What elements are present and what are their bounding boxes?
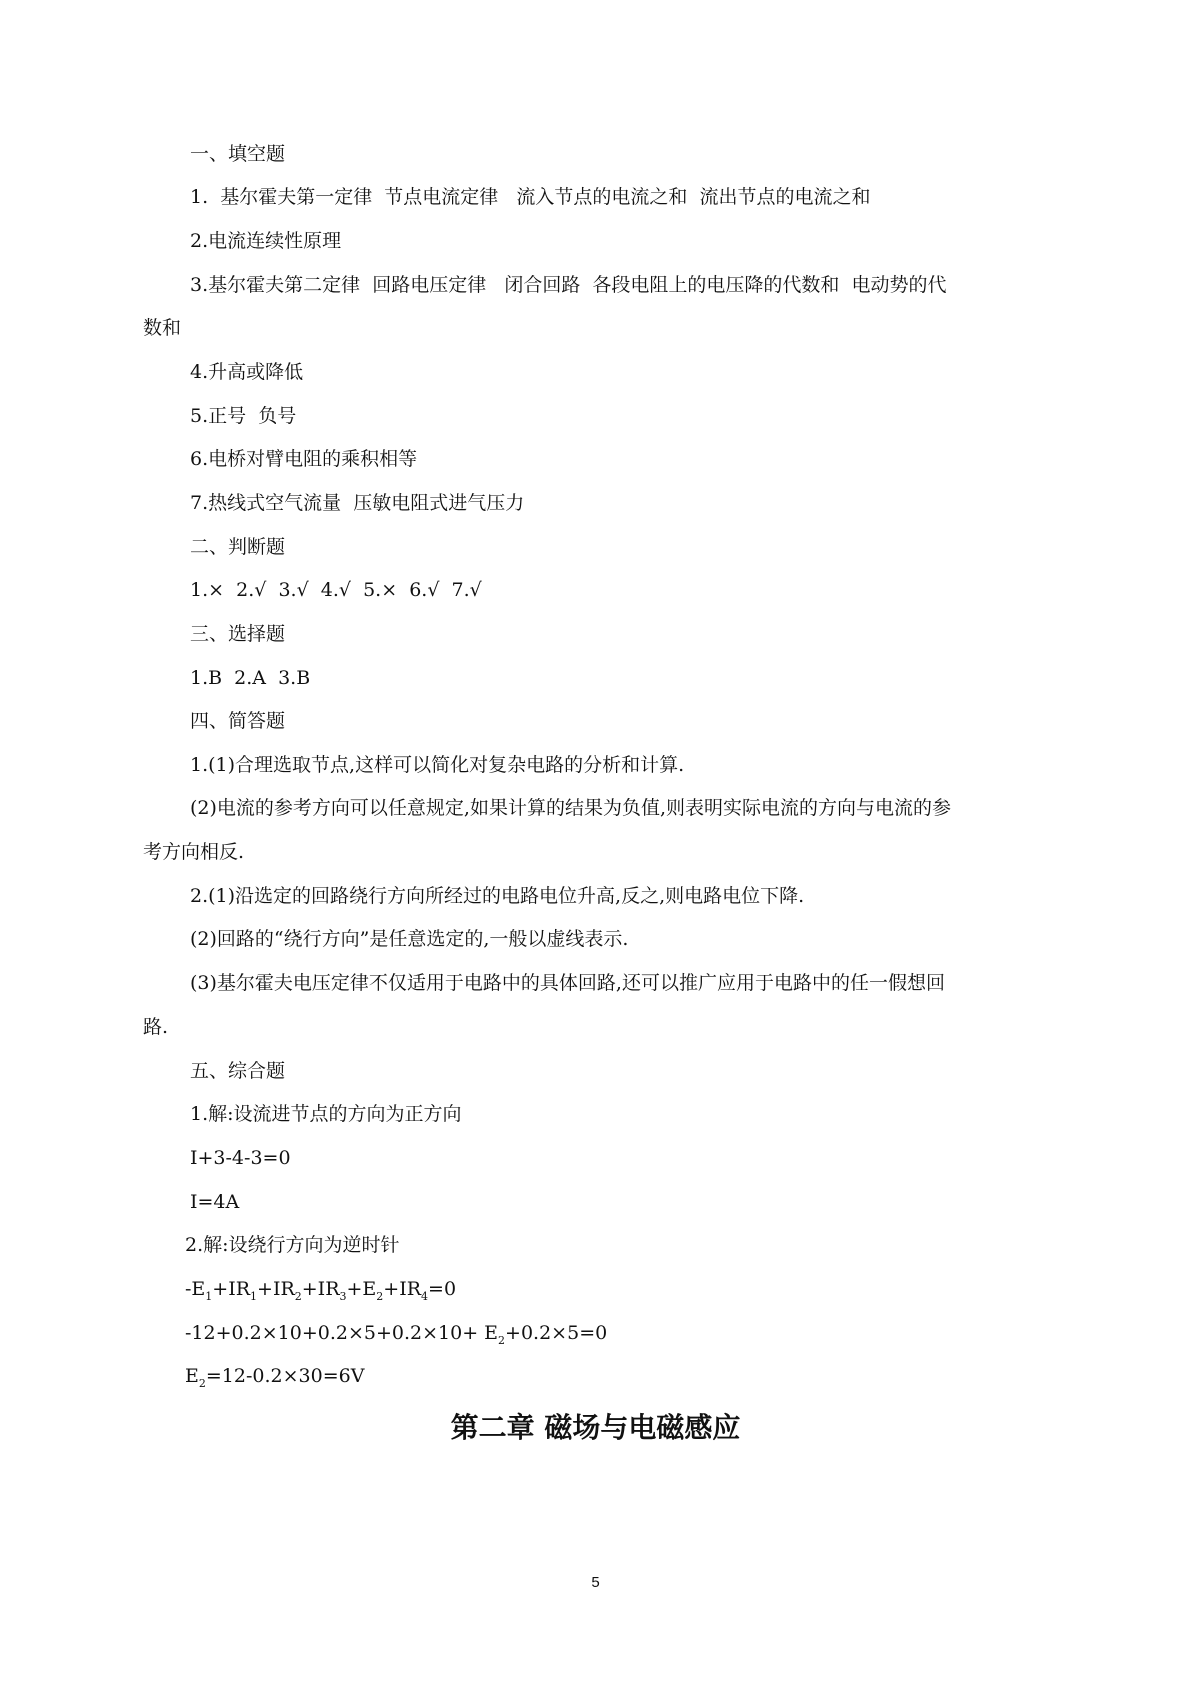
eq-subscript: 3 xyxy=(339,1289,347,1303)
eq-term: +IR xyxy=(212,1278,251,1300)
eq-term: -E xyxy=(185,1278,206,1300)
comprehensive-1-intro: 1.解:设流进节点的方向为正方向 xyxy=(190,1103,462,1125)
fill-answer-7: 7.热线式空气流量 压敏电阻式进气压力 xyxy=(190,492,525,514)
eq-term: -12+0.2×10+0.2×5+0.2×10+ E xyxy=(185,1322,499,1344)
fill-answer-6: 6.电桥对臂电阻的乘积相等 xyxy=(190,448,418,470)
eq-subscript: 1 xyxy=(250,1289,258,1303)
eq-term: =0 xyxy=(428,1278,457,1300)
choice-answers: 1.B 2.A 3.B xyxy=(190,667,311,689)
comprehensive-2-equation-1 xyxy=(0,1276,1191,1302)
fill-answer-3-line-2: 数和 xyxy=(143,317,182,339)
judge-answers: 1.× 2.√ 3.√ 4.√ 5.× 6.√ 7.√ xyxy=(190,579,482,601)
eq-term: +0.2×5=0 xyxy=(505,1322,608,1344)
fill-answer-2: 2.电流连续性原理 xyxy=(190,230,342,252)
section-heading-judge: 二、判断题 xyxy=(190,536,286,558)
section-heading-fill: 一、填空题 xyxy=(190,143,286,165)
eq-term: E xyxy=(185,1365,199,1387)
chapter-title: 第二章 磁场与电磁感应 xyxy=(450,1411,741,1444)
eq-term: +E xyxy=(346,1278,377,1300)
section-heading-short: 四、简答题 xyxy=(190,710,286,732)
comprehensive-2-equation-2 xyxy=(0,1320,1191,1346)
eq-term: +IR xyxy=(257,1278,295,1300)
section-heading-comprehensive: 五、综合题 xyxy=(190,1060,286,1082)
eq-subscript: 2 xyxy=(498,1333,506,1347)
short-answer-1-part-2-line-2: 考方向相反. xyxy=(143,841,245,863)
section-heading-choice: 三、选择题 xyxy=(190,623,286,645)
fill-answer-4: 4.升高或降低 xyxy=(190,361,304,383)
short-answer-2-part-2: (2)回路的“绕行方向”是任意选定的,一般以虚线表示. xyxy=(190,928,629,950)
eq-subscript: 2 xyxy=(294,1289,302,1303)
short-answer-2-part-1: 2.(1)沿选定的回路绕行方向所经过的电路电位升高,反之,则电路电位下降. xyxy=(190,885,805,907)
eq-subscript: 2 xyxy=(198,1376,206,1390)
short-answer-2-part-3-line-2: 路. xyxy=(143,1016,169,1038)
short-answer-2-part-3-line-1: (3)基尔霍夫电压定律不仅适用于电路中的具体回路,还可以推广应用于电路中的任一假想回 xyxy=(190,972,945,994)
short-answer-1-part-1: 1.(1)合理选取节点,这样可以简化对复杂电路的分析和计算. xyxy=(190,754,685,776)
comprehensive-1-equation-2: I=4A xyxy=(190,1191,240,1213)
comprehensive-2-equation-3 xyxy=(0,1363,1191,1389)
fill-answer-5: 5.正号 负号 xyxy=(190,405,297,427)
eq-term: +IR xyxy=(383,1278,422,1300)
fill-answer-1: 1. 基尔霍夫第一定律 节点电流定律 流入节点的电流之和 流出节点的电流之和 xyxy=(190,186,871,208)
comprehensive-2-intro: 2.解:设绕行方向为逆时针 xyxy=(185,1234,400,1256)
short-answer-1-part-2-line-1: (2)电流的参考方向可以任意规定,如果计算的结果为负值,则表明实际电流的方向与电流的参 xyxy=(190,797,951,819)
eq-term: +IR xyxy=(301,1278,340,1300)
comprehensive-1-equation-1: I+3-4-3=0 xyxy=(190,1147,291,1169)
eq-term: =12-0.2×30=6V xyxy=(205,1365,365,1387)
eq-subscript: 2 xyxy=(376,1289,384,1303)
eq-subscript: 1 xyxy=(205,1289,213,1303)
eq-subscript: 4 xyxy=(421,1289,429,1303)
fill-answer-3-line-1: 3.基尔霍夫第二定律 回路电压定律 闭合回路 各段电阻上的电压降的代数和 电动势的代 xyxy=(190,274,947,296)
page-number: 5 xyxy=(591,1574,600,1591)
